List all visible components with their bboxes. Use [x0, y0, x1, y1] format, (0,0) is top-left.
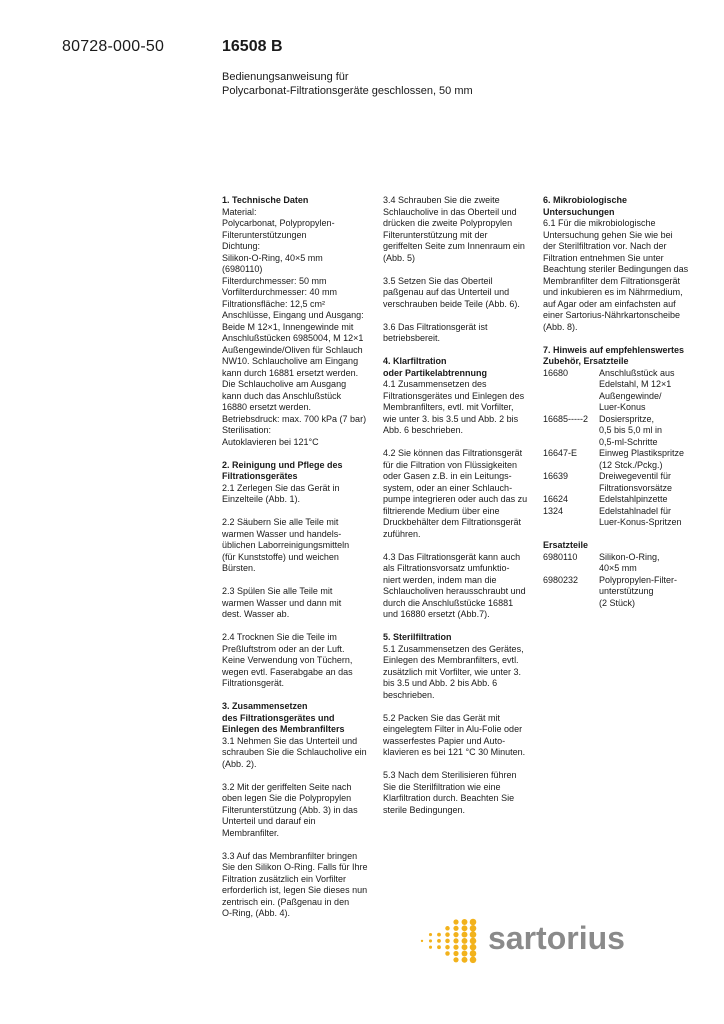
section-heading-line: Einlegen des Membranfilters [222, 724, 345, 734]
section-heading-line: 6. Mikrobiologische [543, 195, 628, 205]
logo-dot [453, 951, 458, 956]
paragraph-spacer [222, 839, 372, 851]
paragraph-spacer [383, 345, 533, 357]
text-line: Filtrationsgerät. [222, 678, 285, 688]
text-column-3 [543, 195, 693, 609]
text-line: eingelegtem Filter in Alu-Folie oder [383, 724, 523, 734]
part-description-line: 40×5 mm [599, 563, 637, 573]
text-line: zuführen. [383, 528, 421, 539]
part-description [599, 471, 672, 494]
table-row [543, 448, 693, 471]
text-line: Anschlußstücken 6985004, M 12×1 [222, 333, 364, 343]
text-line: warmen Wasser und handels- [222, 528, 342, 539]
logo-dot [470, 957, 477, 964]
logo-dot [453, 919, 458, 924]
text-line: pumpe integrieren oder auch das zu [383, 494, 528, 504]
logo-dot [470, 919, 477, 926]
text-line: Filterunterstützungen [222, 229, 307, 240]
part-number: 16680 [543, 367, 569, 378]
section-heading-line: Zubehör, Ersatzteile [543, 356, 629, 366]
table-row [543, 575, 693, 610]
text-line: Untersuchung gehen Sie wie bei [543, 229, 673, 240]
text-line: O-Ring, (Abb. 4). [222, 908, 291, 918]
part-number: 16624 [543, 494, 569, 504]
text-line: für die Filtration von Flüssigkeiten [383, 459, 518, 470]
text-line: 6.1 Für die mikrobiologische [543, 218, 656, 228]
part-description-line: Edelstahlpinzette [599, 494, 668, 504]
logo-dot [462, 951, 468, 957]
table-row [543, 506, 693, 529]
text-line: kann duch das Anschlußstück [222, 390, 342, 401]
text-line: Filterdurchmesser: 50 mm [222, 275, 327, 286]
logo-dot [445, 945, 450, 950]
document-number: 80728-000-50 [62, 38, 165, 55]
logo-dot [462, 944, 468, 950]
paragraph-spacer [383, 437, 533, 449]
text-line: Unterteil und darauf ein [222, 816, 316, 826]
text-line: (Abb. 8). [543, 321, 578, 332]
text-line: 3.2 Mit der geriffelten Seite nach [222, 781, 352, 792]
paragraph-spacer [383, 701, 533, 713]
text-line: Beachtung steriler Bedingungen das [543, 264, 689, 274]
logo-dot [470, 931, 477, 938]
paragraph-spacer [383, 310, 533, 322]
part-description-line: unterstützung [599, 586, 654, 596]
section-heading-line: Filtrationsgerätes [222, 471, 298, 481]
part-description-line: Edelstahl, M 12×1 [599, 379, 672, 389]
text-line: Betriebsdruck: max. 700 kPa (7 bar) [222, 413, 367, 424]
part-description [599, 506, 682, 529]
text-line: Material: [222, 206, 257, 217]
part-description-line: Anschlußstück aus [599, 367, 675, 378]
paragraph-spacer [222, 448, 372, 460]
part-number: 16639 [543, 471, 569, 481]
table-row [543, 368, 693, 414]
text-line: 3.6 Das Filtrationsgerät ist [383, 321, 488, 332]
table-row [543, 494, 693, 506]
text-line: 5.1 Zusammensetzen des Gerätes, [383, 643, 524, 654]
text-line: schrauben Sie die Schlaucholive ein [222, 747, 367, 757]
text-line: Anschlüsse, Eingang und Ausgang: [222, 310, 364, 320]
section-heading-line: 3. Zusammensetzen [222, 701, 308, 711]
text-line: Druckbehälter dem Filtrationsgerät [383, 517, 522, 527]
text-line: 4.2 Sie können das Filtrationsgerät [383, 448, 523, 458]
logo-dot [462, 957, 468, 963]
text-line: und inkubieren es im Nährmedium, [543, 287, 683, 297]
text-line: 16880 ersetzt werden. [222, 402, 312, 412]
text-line: beschrieben. [383, 689, 435, 700]
text-line: Filtration entnehmen Sie unter [543, 252, 664, 263]
logo-dot [437, 933, 441, 937]
part-description-line: Außengewinde/ [599, 390, 662, 401]
paragraph-spacer [222, 506, 372, 518]
logo-dot [470, 944, 477, 951]
part-description-line: Edelstahlnadel für [599, 505, 672, 516]
text-line: Keine Verwendung von Tüchern, [222, 655, 353, 665]
text-line: Polycarbonat, Polypropylen- [222, 218, 335, 228]
logo-dot [453, 938, 458, 943]
logo-dot [445, 932, 450, 937]
text-line: 2.4 Trocknen Sie die Teile im [222, 632, 337, 642]
text-line: wasserfestes Papier und Auto- [383, 735, 506, 746]
document-subtitle [222, 70, 473, 98]
paragraph-spacer [222, 621, 372, 633]
logo-dot [429, 946, 432, 949]
part-description-line: 0,5-ml-Schritte [599, 436, 658, 447]
section-heading-line: 7. Hinweis auf empfehlenswertes [543, 344, 685, 355]
text-line: Sie die Sterilfiltration wie eine [383, 781, 501, 792]
text-line: Filtrationsgerätes und Einlegen des [383, 390, 525, 401]
text-line: kann durch 16881 ersetzt werden. [222, 367, 359, 378]
part-number: 16685-----2 [543, 413, 589, 424]
part-description-line: Luer-Konus-Spritzen [599, 517, 682, 527]
paragraph-spacer [543, 333, 693, 345]
text-line: (für Kunststoffe) und weichen [222, 551, 339, 562]
paragraph-spacer [222, 770, 372, 782]
text-line: betriebsbereit. [383, 333, 441, 343]
text-line: einer Sartorius-Nährkartonscheibe [543, 310, 681, 320]
section-heading-line: des Filtrationsgerätes und [222, 712, 335, 723]
text-line: oben legen Sie die Polypropylen [222, 793, 352, 803]
text-line: als Filtrationsvorsatz umfunktio- [383, 563, 510, 573]
text-line: Vorfilterdurchmesser: 40 mm [222, 287, 338, 297]
text-line: 2.3 Spülen Sie alle Teile mit [222, 586, 333, 596]
text-line: Dichtung: [222, 241, 261, 251]
text-line: Filterunterstützung (Abb. 3) in das [222, 804, 358, 815]
section-heading-line: 2. Reinigung und Pflege des [222, 459, 343, 470]
text-line: Autoklavieren bei 121°C [222, 436, 319, 447]
text-line: paßgenau auf das Unterteil und [383, 287, 510, 297]
text-line: Schlaucholive in das Oberteil und [383, 206, 517, 217]
text-line: Einzelteile (Abb. 1). [222, 494, 301, 504]
text-line: bis 3.5 und Abb. 2 bis Abb. 6 [383, 678, 498, 688]
text-line: (Abb. 5) [383, 252, 416, 263]
text-line: Membranfilters, evtl. mit Vorfilter, [383, 402, 514, 412]
text-line: Silikon-O-Ring, 40×5 mm [222, 252, 323, 263]
section-heading-line: 4. Klarfiltration [383, 356, 447, 366]
text-column-1 [222, 195, 372, 920]
text-line: 3.5 Setzen Sie das Oberteil [383, 275, 493, 286]
section-heading-line: 1. Technische Daten [222, 195, 309, 205]
text-line: (6980110) [222, 264, 263, 274]
logo-dots-icon [418, 918, 480, 964]
logo-dot [445, 951, 450, 956]
part-description-line: Silikon-O-Ring, [599, 551, 660, 562]
subtitle-line: Polycarbonat-Filtrationsgeräte geschlossen, 50 mm [222, 85, 473, 97]
logo-dot [470, 938, 477, 945]
text-line: drücken die zweite Polypropylen [383, 218, 513, 228]
text-line: und 16880 ersetzt (Abb.7). [383, 609, 490, 619]
table-row [543, 471, 693, 494]
model-number: 16508 B [222, 38, 283, 55]
text-column-2 [383, 195, 533, 816]
table-row [543, 552, 693, 575]
logo-dot [429, 933, 432, 936]
text-line: system, oder an einer Schlauch- [383, 482, 513, 493]
logo-dot [453, 945, 458, 950]
text-line: durch die Anschlußstücke 16881 [383, 597, 514, 608]
logo-dot [470, 925, 477, 932]
logo-dot [453, 926, 458, 931]
logo-dot [445, 939, 450, 944]
section-heading-line: Untersuchungen [543, 206, 615, 217]
text-line: Die Schlaucholive am Ausgang [222, 379, 347, 389]
text-line: Abb. 6 beschrieben. [383, 425, 464, 435]
part-description-line: Polypropylen-Filter- [599, 574, 678, 585]
text-line: filtrierende Medium über eine [383, 505, 500, 516]
paragraph-spacer [383, 759, 533, 771]
text-line: dest. Wasser ab. [222, 609, 290, 619]
paragraph-spacer [383, 621, 533, 633]
text-line: sterile Bedingungen. [383, 804, 466, 815]
text-line: Sterilisation: [222, 425, 272, 435]
text-line: Sie den Silikon O-Ring. Falls für Ihre [222, 862, 368, 872]
text-line: 3.1 Nehmen Sie das Unterteil und [222, 735, 358, 746]
text-line: Bürsten. [222, 563, 256, 573]
text-line: niert werden, indem man die [383, 574, 497, 585]
subtitle-line: Bedienungsanweisung für [222, 71, 349, 83]
part-description [599, 414, 662, 449]
logo-dot [462, 925, 468, 931]
text-line: 2.2 Säubern Sie alle Teile mit [222, 517, 339, 527]
text-line: 5.2 Packen Sie das Gerät mit [383, 712, 501, 723]
text-line: Beide M 12×1, Innengewinde mit [222, 321, 354, 332]
part-description [599, 494, 668, 506]
text-line: geriffelten Seite zum Innenraum ein [383, 241, 525, 251]
text-line: 4.3 Das Filtrationsgerät kann auch [383, 551, 521, 562]
paragraph-spacer [383, 264, 533, 276]
part-description [599, 448, 684, 471]
logo-dot [462, 932, 468, 938]
text-line: wegen evtl. Faserabgabe an das [222, 666, 353, 677]
text-line: Preßluftstrom oder an der Luft. [222, 643, 345, 654]
sartorius-logo [418, 918, 638, 968]
part-description-line: (2 Stück) [599, 597, 636, 608]
text-line: Filtrationsfläche: 12,5 cm² [222, 298, 326, 309]
text-line: Membranfilter dem Filtrationsgerät [543, 275, 681, 286]
logo-dot [437, 945, 441, 949]
text-line: Filtration zusätzlich ein Vorfilter [222, 873, 347, 884]
paragraph-spacer [543, 529, 693, 541]
part-description-line: Einweg Plastikspritze [599, 448, 685, 458]
text-line: 5.3 Nach dem Sterilisieren führen [383, 770, 517, 780]
text-line: zusätzlich mit Vorfilter, wie unter 3. [383, 666, 522, 677]
part-description-line: (12 Stck./Pckg.) [599, 459, 663, 470]
text-line: wie unter 3. bis 3.5 und Abb. 2 bis [383, 413, 519, 424]
part-description-line: 0,5 bis 5,0 ml in [599, 425, 663, 435]
text-line: (Abb. 2). [222, 758, 257, 769]
text-line: 3.4 Schrauben Sie die zweite [383, 195, 500, 205]
section-heading-line: oder Partikelabtrennung [383, 367, 488, 378]
logo-dot [445, 926, 450, 931]
part-description-line: Dreiwegeventil für [599, 471, 672, 481]
logo-dot [421, 940, 423, 942]
text-line: üblichen Laborreinigungsmitteln [222, 540, 350, 550]
text-line: NW10. Schlaucholive am Eingang [222, 356, 359, 366]
text-line: Membranfilter. [222, 827, 280, 838]
text-line: Schlaucholiven herausschraubt und [383, 586, 526, 596]
section-heading-line: Ersatzteile [543, 540, 589, 550]
part-description-line: Filtrationsvorsätze [599, 482, 673, 493]
table-row [543, 414, 693, 449]
part-number: 1324 [543, 505, 564, 516]
part-description [599, 368, 675, 414]
part-description [599, 552, 660, 575]
text-line: der Sterilfiltration vor. Nach der [543, 241, 667, 251]
paragraph-spacer [222, 690, 372, 702]
text-line: Filterunterstützung mit der [383, 229, 488, 240]
paragraph-spacer [383, 540, 533, 552]
part-description [599, 575, 677, 610]
part-number: 6980232 [543, 574, 579, 585]
logo-dot [470, 950, 477, 957]
logo-dot [462, 919, 468, 925]
text-line: 4.1 Zusammensetzen des [383, 379, 487, 389]
text-line: 2.1 Zerlegen Sie das Gerät in [222, 482, 340, 493]
logo-dot [453, 957, 458, 962]
logo-dot [462, 938, 468, 944]
part-number: 6980110 [543, 551, 578, 562]
logo-wordmark: sartorius [488, 920, 625, 956]
text-line: Klarfiltration durch. Beachten Sie [383, 793, 515, 803]
logo-dot [453, 932, 458, 937]
text-line: oder Gasen z.B. in ein Leitungs- [383, 471, 512, 481]
logo-dot [429, 939, 432, 942]
text-line: warmen Wasser und dann mit [222, 597, 342, 608]
text-line: erforderlich ist, legen Sie dieses nun [222, 885, 368, 895]
text-line: Einlegen des Membranfilters, evtl. [383, 655, 519, 665]
logo-dot [437, 939, 441, 943]
text-line: auf Agar oder am einfachsten auf [543, 298, 676, 309]
text-line: verschrauben beide Teile (Abb. 6). [383, 298, 520, 309]
paragraph-spacer [222, 575, 372, 587]
text-line: 3.3 Auf das Membranfilter bringen [222, 850, 358, 861]
part-description-line: Dosierspritze, [599, 413, 655, 424]
part-description-line: Luer-Konus [599, 402, 646, 412]
text-line: zentrisch ein. (Paßgenau in den [222, 896, 350, 907]
text-line: Außengewinde/Oliven für Schlauch [222, 344, 363, 355]
section-heading-line: 5. Sterilfiltration [383, 632, 452, 642]
part-number: 16647-E [543, 448, 578, 458]
text-line: klavieren es bei 121 °C 30 Minuten. [383, 747, 526, 757]
